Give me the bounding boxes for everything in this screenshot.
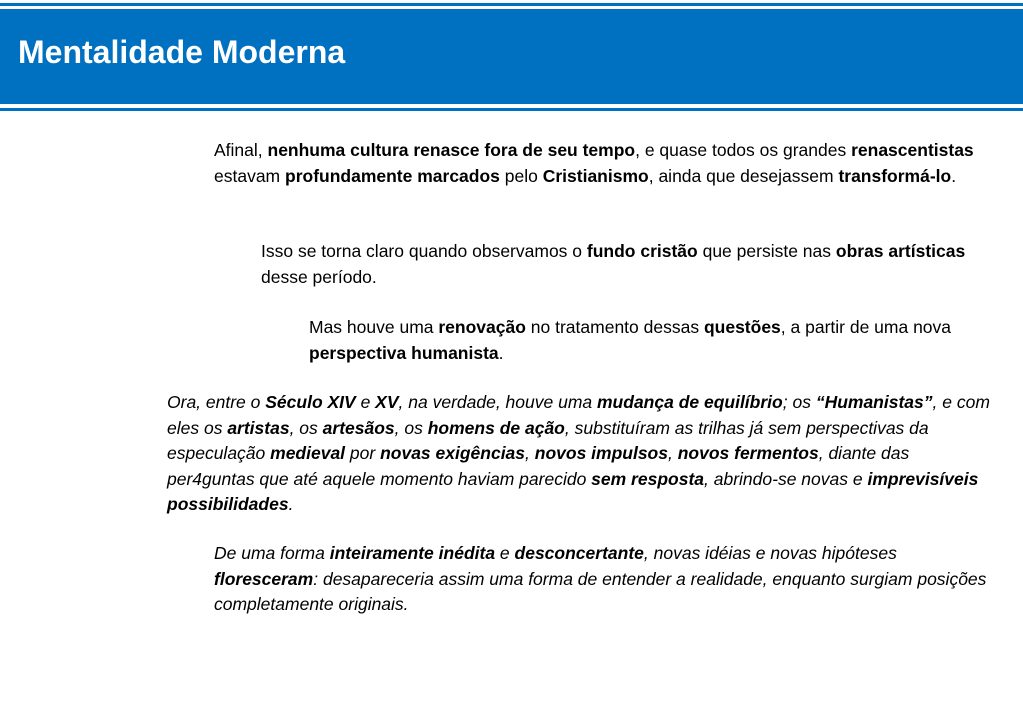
paragraph-shift-of-balance xyxy=(167,390,997,518)
emphasized-text: inteiramente inédita xyxy=(329,543,496,563)
body-text: , e quase todos os grandes xyxy=(635,140,852,160)
emphasized-text: imprevisíveis possibilidades xyxy=(167,468,979,514)
body-text: desse período. xyxy=(261,266,377,287)
body-text: . xyxy=(951,165,957,186)
body-text: Mas houve uma xyxy=(309,317,439,337)
emphasized-text: artesãos xyxy=(322,417,395,438)
body-text: , novas idéias e novas hipóteses xyxy=(643,543,897,563)
body-text: no tratamento dessas xyxy=(525,317,704,337)
emphasized-text: homens de ação xyxy=(427,417,565,438)
emphasized-text: XV xyxy=(375,392,399,412)
emphasized-text: questões xyxy=(703,317,781,337)
body-text: Ora, entre o xyxy=(167,392,266,412)
paragraph-new-ideas xyxy=(214,541,1004,618)
body-text: , os xyxy=(394,417,428,438)
paragraph-humanist-renewal xyxy=(309,315,1009,366)
emphasized-text: Cristianismo xyxy=(542,165,649,186)
body-text: . xyxy=(288,494,294,514)
body-text: Afinal, xyxy=(214,140,268,160)
emphasized-text: nenhuma cultura renasce fora de seu tempo xyxy=(267,140,636,160)
body-text: , abrindo-se novas e xyxy=(704,468,868,489)
body-text: , substituíram as trilhas já sem perspectivas da especulação xyxy=(167,417,929,463)
body-text: por xyxy=(345,443,381,463)
emphasized-text: medieval xyxy=(270,443,346,463)
body-text: , a partir de uma nova xyxy=(780,317,952,337)
paragraph-renaissance-culture xyxy=(214,138,1004,189)
emphasized-text: novas exigências xyxy=(380,443,526,463)
emphasized-text: renascentistas xyxy=(851,140,974,160)
emphasized-text: mudança de equilíbrio xyxy=(597,392,783,412)
body-text: , e com eles os xyxy=(167,392,990,438)
body-text: que persiste nas xyxy=(697,241,836,261)
emphasized-text: Século XIV xyxy=(265,392,356,412)
header-bottom-rule xyxy=(0,108,1023,111)
body-text: , diante das per4guntas que até aquele momento haviam parecido xyxy=(167,443,910,489)
body-text: , na verdade, houve uma xyxy=(398,392,597,412)
header-top-rule xyxy=(0,3,1023,6)
paragraph-christian-background xyxy=(261,239,1001,290)
body-text: . xyxy=(498,342,504,363)
body-text: e xyxy=(355,392,376,412)
body-text: : desapareceria assim uma forma de entender a realidade, enquanto surgiam posições completamente originais. xyxy=(214,568,987,614)
slide-title: Mentalidade Moderna xyxy=(18,34,346,70)
body-text: estavam xyxy=(214,165,285,186)
emphasized-text: renovação xyxy=(438,317,526,337)
emphasized-text: profundamente marcados xyxy=(285,165,500,186)
emphasized-text: artistas xyxy=(227,417,290,438)
emphasized-text: floresceram xyxy=(214,568,314,589)
body-text: Isso se torna claro quando observamos o xyxy=(261,241,587,261)
body-text: pelo xyxy=(499,165,543,186)
emphasized-text: sem resposta xyxy=(591,468,705,489)
emphasized-text: desconcertante xyxy=(514,543,644,563)
emphasized-text: novos fermentos xyxy=(677,443,819,463)
body-text: e xyxy=(495,543,515,563)
body-text: , ainda que desejassem xyxy=(648,165,839,186)
body-text: , os xyxy=(289,417,323,438)
emphasized-text: obras artísticas xyxy=(835,241,966,261)
emphasized-text: transformá-lo xyxy=(838,165,952,186)
emphasized-text: “Humanistas” xyxy=(815,392,933,412)
emphasized-text: perspectiva humanista xyxy=(309,342,499,363)
body-text: , xyxy=(525,443,535,463)
body-text: , xyxy=(667,443,678,463)
emphasized-text: fundo cristão xyxy=(586,241,698,261)
emphasized-text: novos impulsos xyxy=(534,443,668,463)
body-text: De uma forma xyxy=(214,543,330,563)
body-text: ; os xyxy=(782,392,816,412)
